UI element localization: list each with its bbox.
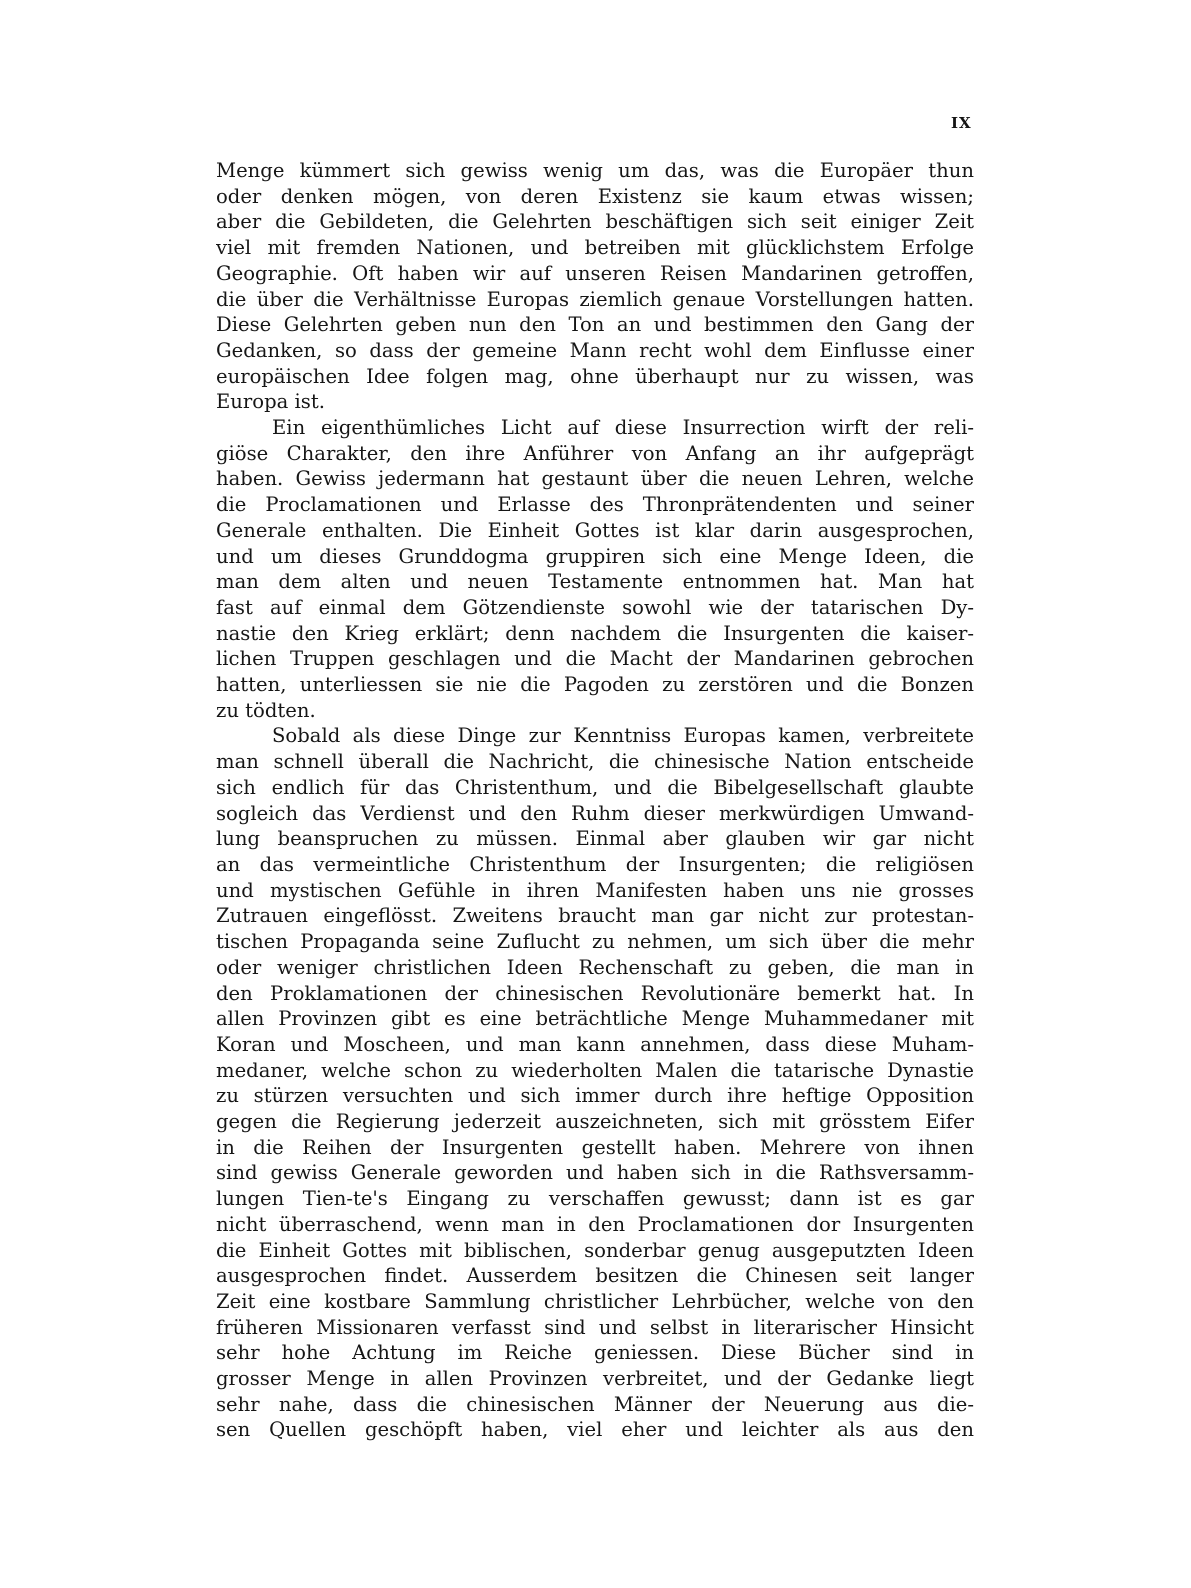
paragraph	[216, 723, 974, 1443]
text-line: hatten, unterliessen sie nie die Pagoden zu zerstören und die Bonzen	[216, 673, 974, 697]
text-line: und um dieses Grunddogma gruppiren sich eine Menge Ideen, die	[216, 544, 974, 568]
text-line: giöse Charakter, den ihre Anführer von Anfang an ihr aufgeprägt	[216, 441, 974, 465]
text-line: Sobald als diese Dinge zur Kenntniss Europas kamen, verbreitete	[272, 724, 974, 748]
paragraph	[216, 158, 974, 415]
text-line: sehr nahe, dass die chinesischen Männer der Neuerung aus die-	[216, 1392, 974, 1416]
paragraph	[216, 415, 974, 723]
text-line: zu stürzen versuchten und sich immer durch ihre heftige Opposition	[216, 1084, 974, 1108]
text-line: Gedanken, so dass der gemeine Mann recht wohl dem Einflusse einer	[216, 338, 974, 362]
text-line: Koran und Moscheen, und man kann annehmen, dass diese Muham-	[216, 1032, 974, 1056]
text-line: lichen Truppen geschlagen und die Macht der Mandarinen gebrochen	[216, 647, 974, 671]
body-text	[216, 158, 974, 1443]
text-line: Ein eigenthümliches Licht auf diese Insurrection wirft der reli-	[272, 416, 974, 440]
text-line: grosser Menge in allen Provinzen verbreitet, und der Gedanke liegt	[216, 1367, 974, 1391]
text-line: nicht überraschend, wenn man in den Proclamationen dor Insurgenten	[216, 1212, 974, 1236]
text-line: oder weniger christlichen Ideen Rechenschaft zu geben, die man in	[216, 955, 974, 979]
text-line: Zeit eine kostbare Sammlung christlicher Lehrbücher, welche von den	[216, 1289, 974, 1313]
text-line: sogleich das Verdienst und den Ruhm dieser merkwürdigen Umwand-	[216, 801, 974, 825]
text-line: man schnell überall die Nachricht, die chinesische Nation entscheide	[216, 750, 974, 774]
text-line: Menge kümmert sich gewiss wenig um das, was die Europäer thun	[216, 159, 974, 182]
text-line: fast auf einmal dem Götzendienste sowohl wie der tatarischen Dy-	[216, 595, 974, 619]
text-line: gegen die Regierung jederzeit auszeichneten, sich mit grösstem Eifer	[216, 1110, 974, 1134]
text-line: den Proklamationen der chinesischen Revolutionäre bemerkt hat. In	[216, 981, 974, 1005]
text-line: medaner, welche schon zu wiederholten Malen die tatarische Dynastie	[216, 1058, 974, 1082]
text-line: oder denken mögen, von deren Existenz sie kaum etwas wissen;	[216, 184, 974, 208]
text-line: an das vermeintliche Christenthum der Insurgenten; die religiösen	[216, 852, 974, 876]
text-line: allen Provinzen gibt es eine beträchtliche Menge Muhammedaner mit	[216, 1007, 974, 1031]
text-line: ausgesprochen findet. Ausserdem besitzen die Chinesen seit langer	[216, 1264, 974, 1288]
text-line: sich endlich für das Christenthum, und die Bibelgesellschaft glaubte	[216, 775, 974, 799]
text-line: früheren Missionaren verfasst sind und selbst in literarischer Hinsicht	[216, 1315, 974, 1339]
text-line: Diese Gelehrten geben nun den Ton an und bestimmen den Gang der	[216, 313, 974, 337]
text-line: die über die Verhältnisse Europas ziemlich genaue Vorstellungen hatten.	[216, 287, 974, 311]
text-line: aber die Gebildeten, die Gelehrten beschäftigen sich seit einiger Zeit	[216, 210, 974, 234]
text-line: nastie den Krieg erklärt; denn nachdem die Insurgenten die kaiser-	[216, 621, 974, 645]
text-line: haben. Gewiss jedermann hat gestaunt über die neuen Lehren, welche	[216, 467, 974, 491]
text-line: lungen Tien-te's Eingang zu verschaffen gewusst; dann ist es gar	[216, 1187, 974, 1211]
text-line: europäischen Idee folgen mag, ohne überhaupt nur zu wissen, was	[216, 364, 974, 388]
text-line: tischen Propaganda seine Zuflucht zu nehmen, um sich über die mehr	[216, 930, 974, 954]
text-line: die Proclamationen und Erlasse des Thronprätendenten und seiner	[216, 493, 974, 517]
text-line: lung beanspruchen zu müssen. Einmal aber glauben wir gar nicht	[216, 827, 974, 851]
text-line: Generale enthalten. Die Einheit Gottes ist klar darin ausgesprochen,	[216, 518, 974, 542]
text-line: sehr hohe Achtung im Reiche geniessen. Diese Bücher sind in	[216, 1341, 974, 1365]
text-line: sen Quellen geschöpft haben, viel eher und leichter als aus den	[216, 1418, 974, 1442]
text-line: und mystischen Gefühle in ihren Manifesten haben uns nie grosses	[216, 878, 974, 902]
text-line: Europa ist.	[216, 390, 325, 414]
text-line: die Einheit Gottes mit biblischen, sonderbar genug ausgeputzten Ideen	[216, 1238, 974, 1262]
text-line: man dem alten und neuen Testamente entnommen hat. Man hat	[216, 570, 974, 594]
text-line: in die Reihen der Insurgenten gestellt haben. Mehrere von ihnen	[216, 1135, 974, 1159]
page-number: IX	[951, 114, 972, 132]
text-line: zu tödten.	[216, 698, 316, 722]
text-line: sind gewiss Generale geworden und haben sich in die Rathsversamm-	[216, 1161, 974, 1185]
text-line: Geographie. Oft haben wir auf unseren Reisen Mandarinen getroffen,	[216, 261, 974, 285]
text-line: Zutrauen eingeflösst. Zweitens braucht man gar nicht zur protestan-	[216, 904, 974, 928]
text-line: viel mit fremden Nationen, und betreiben mit glücklichstem Erfolge	[216, 236, 974, 260]
